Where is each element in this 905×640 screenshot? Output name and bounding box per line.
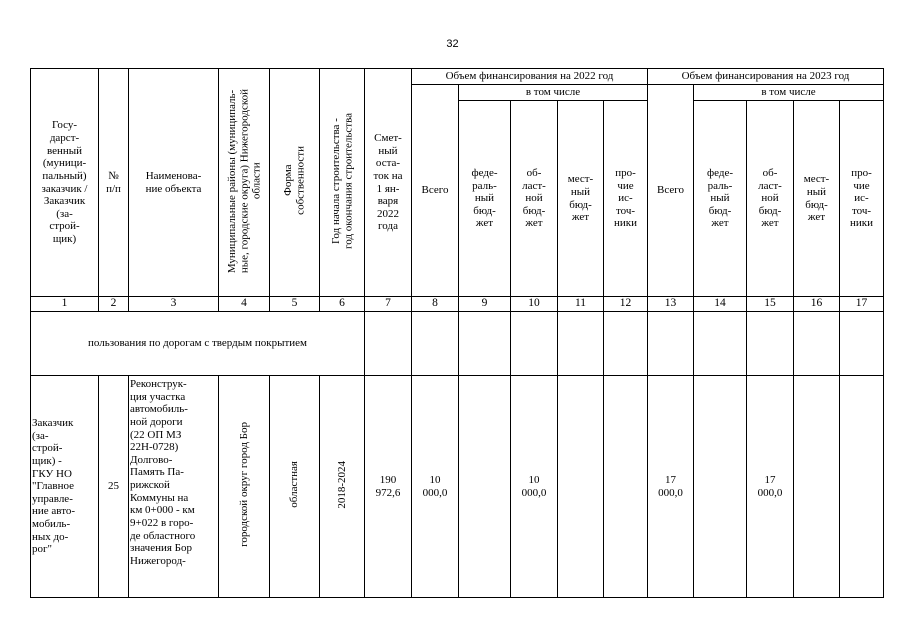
row-total-2022: 10 000,0 xyxy=(412,376,459,598)
section-row xyxy=(31,312,884,376)
header-other-2022: про- чие ис- точ- ники xyxy=(604,101,648,297)
row-federal-2022 xyxy=(459,376,511,598)
column-number: 4 xyxy=(219,297,270,312)
row-ownership xyxy=(270,376,320,598)
header-number: № п/п xyxy=(99,69,129,297)
row-other-2023 xyxy=(840,376,884,598)
column-number: 3 xyxy=(129,297,219,312)
row-federal-2023 xyxy=(694,376,747,598)
header-ownership xyxy=(270,69,320,297)
column-number: 15 xyxy=(747,297,794,312)
row-customer: Заказчик (за- строй- щик) - ГКУ НО "Главное управле- ние авто- мобиль- ных до- рог" xyxy=(31,376,99,598)
row-other-2022 xyxy=(604,376,648,598)
header-including-2023: в том числе xyxy=(694,85,884,101)
row-local-2023 xyxy=(794,376,840,598)
header-federal-2023: феде- раль- ный бюд- жет xyxy=(694,101,747,297)
row-municipal xyxy=(219,376,270,598)
header-municipal-text: Муниципальные районы (муниципаль- ные, городские округа) Нижегородской области xyxy=(225,88,263,273)
header-regional-2022: об- ласт- ной бюд- жет xyxy=(511,101,558,297)
header-remaining: Смет- ный оста- ток на 1 ян- варя 2022 года xyxy=(365,69,412,297)
column-number: 14 xyxy=(694,297,747,312)
column-numbers-row xyxy=(31,297,884,312)
header-local-2023: мест- ный бюд- жет xyxy=(794,101,840,297)
header-regional-2023: об- ласт- ной бюд- жет xyxy=(747,101,794,297)
table-row xyxy=(31,376,884,598)
row-regional-2022: 10 000,0 xyxy=(511,376,558,598)
column-number: 10 xyxy=(511,297,558,312)
column-number: 6 xyxy=(320,297,365,312)
column-number: 8 xyxy=(412,297,459,312)
row-years xyxy=(320,376,365,598)
header-including-2022: в том числе xyxy=(459,85,648,101)
header-fin-2022: Объем финансирования на 2022 год xyxy=(412,69,648,85)
column-number: 2 xyxy=(99,297,129,312)
section-title: пользования по дорогам с твердым покрытием xyxy=(31,312,365,376)
column-number: 17 xyxy=(840,297,884,312)
header-other-2023: про- чие ис- точ- ники xyxy=(840,101,884,297)
header-customer: Госу- дарст- венный (муници- пальный) заказчик / Заказчик (за- строй- щик) xyxy=(31,69,99,297)
column-number: 9 xyxy=(459,297,511,312)
column-number: 7 xyxy=(365,297,412,312)
financing-table xyxy=(30,68,884,598)
row-local-2022 xyxy=(558,376,604,598)
row-total-2023: 17 000,0 xyxy=(648,376,694,598)
row-remaining: 190 972,6 xyxy=(365,376,412,598)
row-years-text: 2018-2024 xyxy=(335,460,348,509)
header-ownership-text: Форма собственности xyxy=(282,146,307,216)
column-number: 11 xyxy=(558,297,604,312)
header-local-2022: мест- ный бюд- жет xyxy=(558,101,604,297)
header-years-text: Год начала строительства - год окончания строительства xyxy=(329,112,354,249)
column-number: 1 xyxy=(31,297,99,312)
header-total-2023: Всего xyxy=(648,85,694,297)
header-years xyxy=(320,69,365,297)
header-municipal xyxy=(219,69,270,297)
row-ownership-text: областная xyxy=(288,461,301,509)
page-number: 32 xyxy=(446,38,459,50)
column-number: 13 xyxy=(648,297,694,312)
header-object-name: Наименова- ние объекта xyxy=(129,69,219,297)
row-object-name: Реконструк- ция участка автомобиль- ной дороги (22 ОП МЗ 22Н-0728) Долгово- Память Па- рижской Коммуны на км 0+000 - км 9+022 в горо- де областного значения Бор Нижегород- xyxy=(129,376,219,598)
header-total-2022: Всего xyxy=(412,85,459,297)
row-regional-2023: 17 000,0 xyxy=(747,376,794,598)
column-number: 12 xyxy=(604,297,648,312)
header-fin-2023: Объем финансирования на 2023 год xyxy=(648,69,884,85)
column-number: 16 xyxy=(794,297,840,312)
row-number: 25 xyxy=(99,376,129,598)
column-number: 5 xyxy=(270,297,320,312)
header-federal-2022: феде- раль- ный бюд- жет xyxy=(459,101,511,297)
row-municipal-text: городской округ город Бор xyxy=(237,422,250,548)
